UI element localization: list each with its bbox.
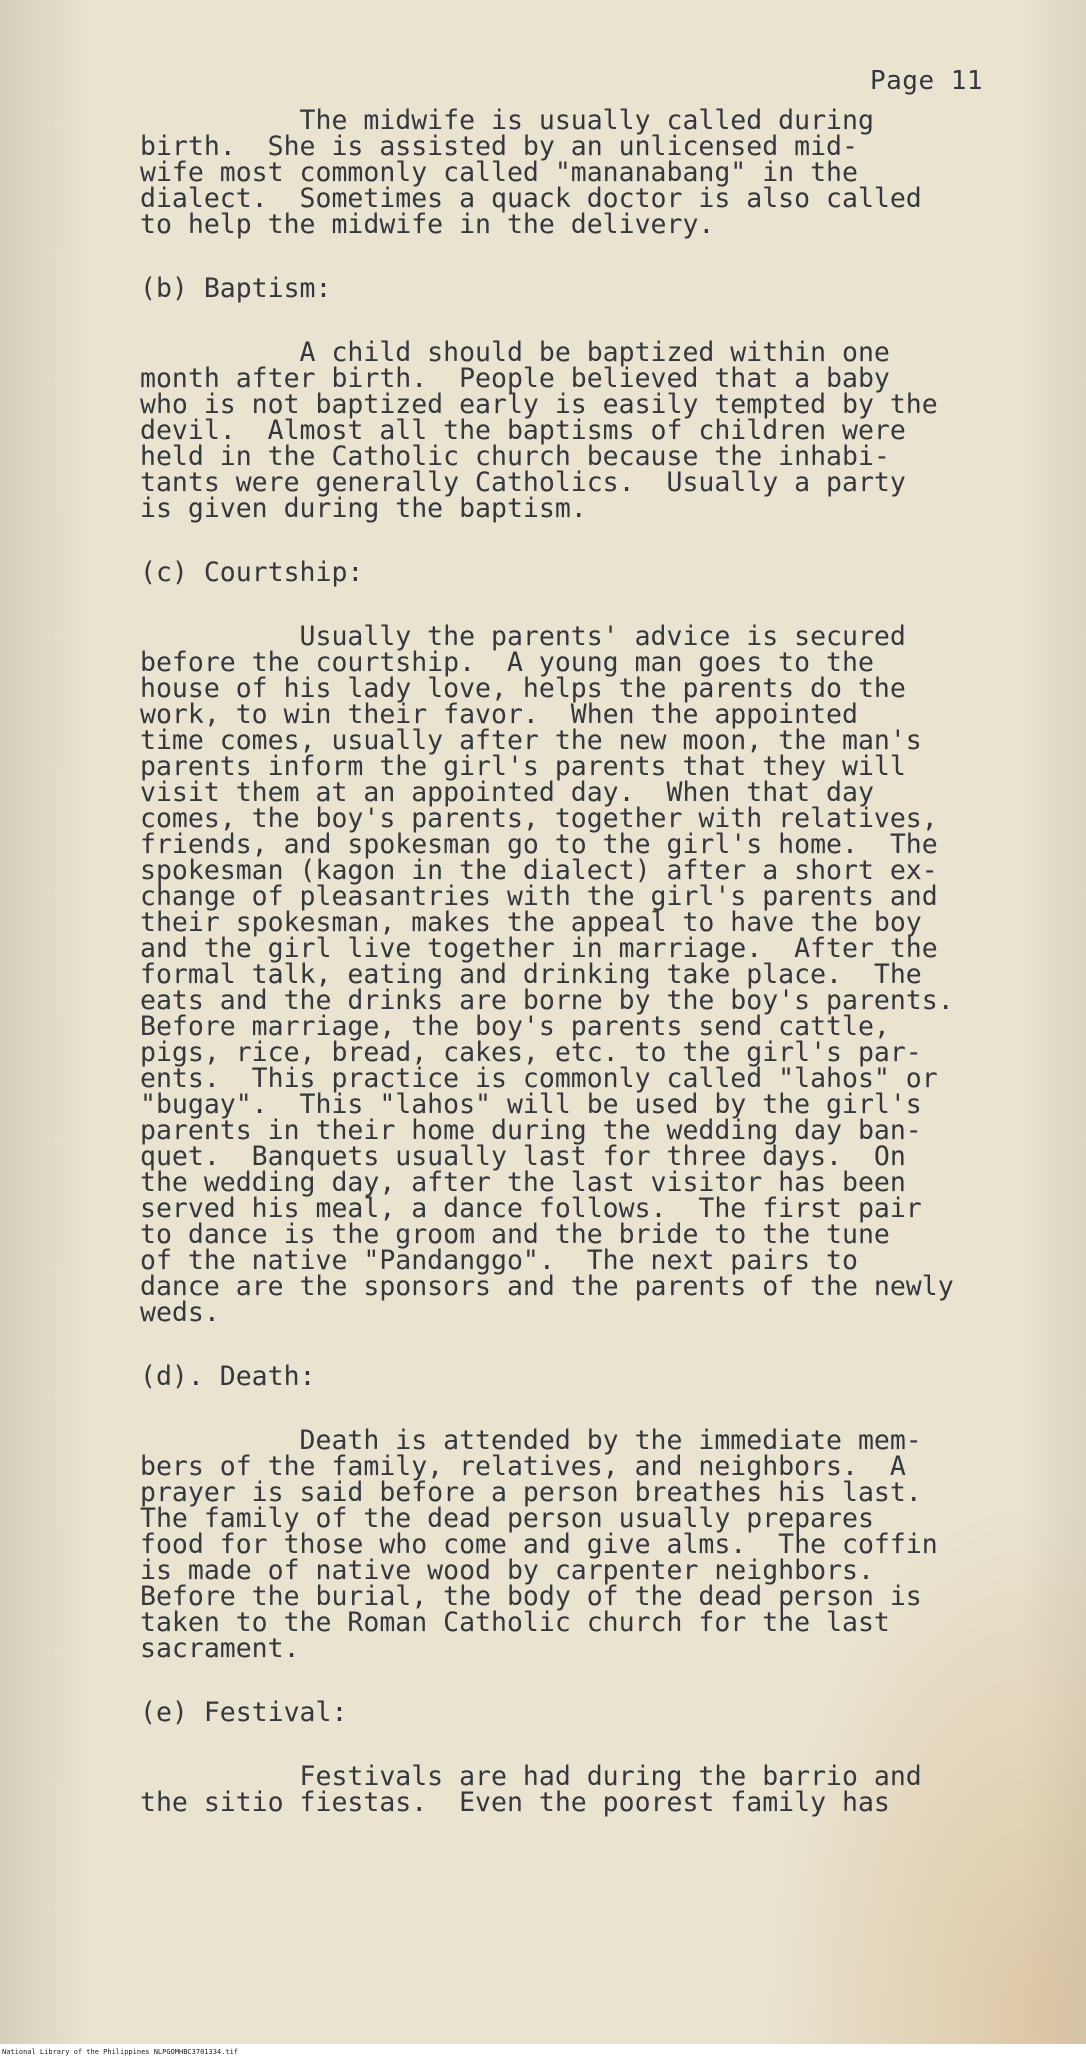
- section-heading: (b) Baptism:: [140, 273, 332, 304]
- paragraph-line: The midwife is usually called during: [140, 105, 874, 136]
- paragraph-line: before the courtship. A young man goes to the: [140, 647, 874, 678]
- paragraph-line: Usually the parents' advice is secured: [140, 621, 906, 652]
- paragraph-line: prayer is said before a person breathes his last.: [140, 1477, 922, 1508]
- paragraph-line: Before marriage, the boy's parents send cattle,: [140, 1011, 890, 1042]
- paragraph-line: parents inform the girl's parents that they will: [140, 751, 906, 782]
- paragraph-line: food for those who come and give alms. The coffin: [140, 1529, 938, 1560]
- paragraph-line: Death is attended by the immediate mem-: [140, 1425, 922, 1456]
- paragraph-line: served his meal, a dance follows. The first pair: [140, 1193, 922, 1224]
- paragraph-line: work, to win their favor. When the appointed: [140, 699, 858, 730]
- paragraph-line: comes, the boy's parents, together with relatives,: [140, 803, 938, 834]
- paragraph-line: change of pleasantries with the girl's parents and: [140, 881, 938, 912]
- section-heading: (d). Death:: [140, 1361, 316, 1392]
- section-courtship: [140, 557, 970, 1328]
- paragraph-line: "bugay". This "lahos" will be used by the girl's: [140, 1089, 922, 1120]
- paragraph-line: taken to the Roman Catholic church for the last: [140, 1607, 890, 1638]
- paragraph-line: A child should be baptized within one: [140, 337, 890, 368]
- paragraph-line: time comes, usually after the new moon, the man's: [140, 725, 922, 756]
- paragraph-line: is made of native wood by carpenter neighbors.: [140, 1555, 874, 1586]
- section-midwife: [140, 105, 970, 240]
- paragraph-line: Festivals are had during the barrio and: [140, 1761, 922, 1792]
- scan-footer: National Library of the Philippines NLPGOMHBC3701334.tif: [0, 2044, 1086, 2060]
- paragraph-line: wife most commonly called "mananabang" in the: [140, 157, 858, 188]
- paragraph-line: the sitio fiestas. Even the poorest family has: [140, 1787, 890, 1818]
- paragraph-line: weds.: [140, 1297, 220, 1328]
- paragraph-line: who is not baptized early is easily tempted by the: [140, 389, 938, 420]
- paragraph-line: pigs, rice, bread, cakes, etc. to the girl's par-: [140, 1037, 922, 1068]
- paragraph-line: dialect. Sometimes a quack doctor is also called: [140, 183, 922, 214]
- paragraph-line: to dance is the groom and the bride to the tune: [140, 1219, 890, 1250]
- paragraph-line: friends, and spokesman go to the girl's home. The: [140, 829, 938, 860]
- section-baptism: [140, 273, 970, 524]
- paragraph-line: eats and the drinks are borne by the boy's parents.: [140, 985, 954, 1016]
- page-number: Page 11: [870, 66, 984, 96]
- paragraph-line: to help the midwife in the delivery.: [140, 209, 715, 240]
- paragraph-line: of the native "Pandanggo". The next pairs to: [140, 1245, 858, 1276]
- paragraph-line: bers of the family, relatives, and neighbors. A: [140, 1451, 906, 1482]
- paragraph-line: their spokesman, makes the appeal to have the boy: [140, 907, 922, 938]
- paragraph-line: held in the Catholic church because the inhabi-: [140, 441, 890, 472]
- paragraph-line: formal talk, eating and drinking take place. The: [140, 959, 922, 990]
- paragraph-line: dance are the sponsors and the parents of the newly: [140, 1271, 954, 1302]
- section-heading: (e) Festival:: [140, 1697, 348, 1728]
- section-heading: (c) Courtship:: [140, 557, 364, 588]
- paragraph-line: parents in their home during the wedding day ban-: [140, 1115, 922, 1146]
- paragraph-line: The family of the dead person usually prepares: [140, 1503, 874, 1534]
- paragraph-line: house of his lady love, helps the parents do the: [140, 673, 906, 704]
- paragraph-line: tants were generally Catholics. Usually a party: [140, 467, 906, 498]
- paragraph-line: spokesman (kagon in the dialect) after a short ex-: [140, 855, 938, 886]
- section-festival: [140, 1697, 970, 1818]
- paragraph-line: birth. She is assisted by an unlicensed mid-: [140, 131, 858, 162]
- paragraph-line: ents. This practice is commonly called "lahos" or: [140, 1063, 938, 1094]
- paragraph-line: visit them at an appointed day. When that day: [140, 777, 874, 808]
- document-body: [140, 105, 970, 1818]
- paragraph-line: quet. Banquets usually last for three days. On: [140, 1141, 906, 1172]
- paragraph-line: month after birth. People believed that a baby: [140, 363, 890, 394]
- paragraph-line: sacrament.: [140, 1633, 300, 1664]
- paragraph-line: is given during the baptism.: [140, 493, 587, 524]
- paragraph-line: and the girl live together in marriage. After the: [140, 933, 938, 964]
- paragraph-line: Before the burial, the body of the dead person is: [140, 1581, 922, 1612]
- section-death: [140, 1361, 970, 1664]
- paragraph-line: the wedding day, after the last visitor has been: [140, 1167, 906, 1198]
- paragraph-line: devil. Almost all the baptisms of children were: [140, 415, 906, 446]
